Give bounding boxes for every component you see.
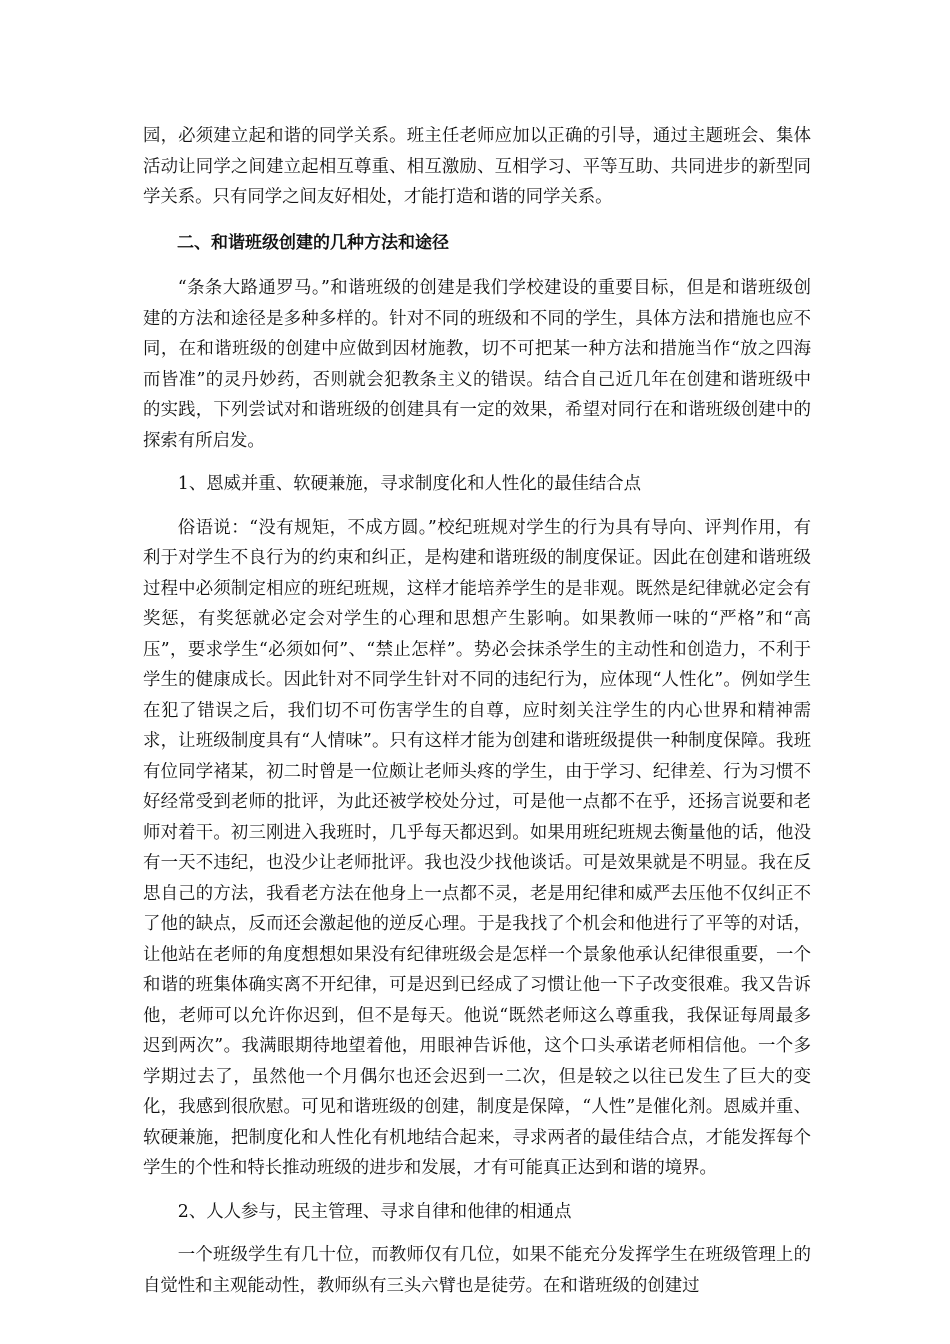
section-heading: 二、和谐班级创建的几种方法和途径 (177, 232, 449, 253)
body-paragraph: 一个班级学生有几十位，而教师仅有几位，如果不能充分发挥学生在班级管理上的自觉性和主观能动性，教师纵有三头六臂也是徒劳。在和谐班级的创建过 (143, 1245, 811, 1296)
subsection-heading: 2、人人参与，民主管理、寻求自律和他律的相通点 (177, 1201, 572, 1222)
body-paragraph: “条条大路通罗马。”和谐班级的创建是我们学校建设的重要目标，但是和谐班级创建的方法和途径是多种多样的。针对不同的班级和不同的学生，具体方法和措施也应不同，在和谐班级的创建中应做到因材施教，切不可把某一种方法和措施当作“放之四海而皆准”的灵丹妙药，否则就会犯教条主义的错误。结合自己近几年在创建和谐班级中的实践，下列尝试对和谐班级的创建具有一定的效果，希望对同行在和谐班级创建中的探索有所启发。 (143, 278, 811, 451)
body-paragraph: 俗语说：“没有规矩，不成方圆。”校纪班规对学生的行为具有导向、评判作用，有利于对学生不良行为的约束和纠正，是构建和谐班级的制度保证。因此在创建和谐班级过程中必须制定相应的班纪班规，这样才能培养学生的是非观。既然是纪律就必定会有奖惩，有奖惩就必定会对学生的心理和思想产生影响。如果教师一味的“严格”和“高压”，要求学生“必须如何”、“禁止怎样”。势必会抹杀学生的主动性和创造力，不利于学生的健康成长。因此针对不同学生针对不同的违纪行为，应体现“人性化”。例如学生在犯了错误之后，我们切不可伤害学生的自尊，应时刻关注学生的内心世界和精神需求，让班级制度具有“人情味”。只有这样才能为创建和谐班级提供一种制度保障。我班有位同学褚某，初二时曾是一位颇让老师头疼的学生，由于学习、纪律差、行为习惯不好经常受到老师的批评，为此还被学校处分过，可是他一点都不在乎，还扬言说要和老师对着干。初三刚进入我班时，几乎每天都迟到。如果用班纪班规去衡量他的话，他没有一天不违纪，也没少让老师批评。我也没少找他谈话。可是效果就是不明显。我在反思自己的方法，我看老方法在他身上一点都不灵，老是用纪律和威严去压他不仅纠正不了他的缺点，反而还会激起他的逆反心理。于是我找了个机会和他进行了平等的对话，让他站在老师的角度想想如果没有纪律班级会是怎样一个景象他承认纪律很重要，一个和谐的班集体确实离不开纪律，可是迟到已经成了习惯让他一下子改变很难。我又告诉他，老师可以允许你迟到，但不是每天。他说“既然老师这么尊重我，我保证每周最多迟到两次”。我满眼期待地望着他，用眼神告诉他，这个口头承诺老师相信他。一个多学期过去了，虽然他一个月偶尔也还会迟到一二次，但是较之以往已发生了巨大的变化，我感到很欣慰。可见和谐班级的创建，制度是保障，“人性”是催化剂。恩威并重、软硬兼施，把制度化和人性化有机地结合起来，寻求两者的最佳结合点，才能发挥每个学生的个性和特长推动班级的进步和发展，才有可能真正达到和谐的境界。 (143, 517, 811, 1178)
subsection-heading: 1、恩威并重、软硬兼施，寻求制度化和人性化的最佳结合点 (177, 474, 642, 494)
document-page (143, 121, 811, 1301)
body-paragraph: 园，必须建立起和谐的同学关系。班主任老师应加以正确的引导，通过主题班会、集体活动让同学之间建立起相互尊重、相互激励、互相学习、平等互助、共同进步的新型同学关系。只有同学之间友好相处，才能打造和谐的同学关系。 (143, 126, 811, 207)
